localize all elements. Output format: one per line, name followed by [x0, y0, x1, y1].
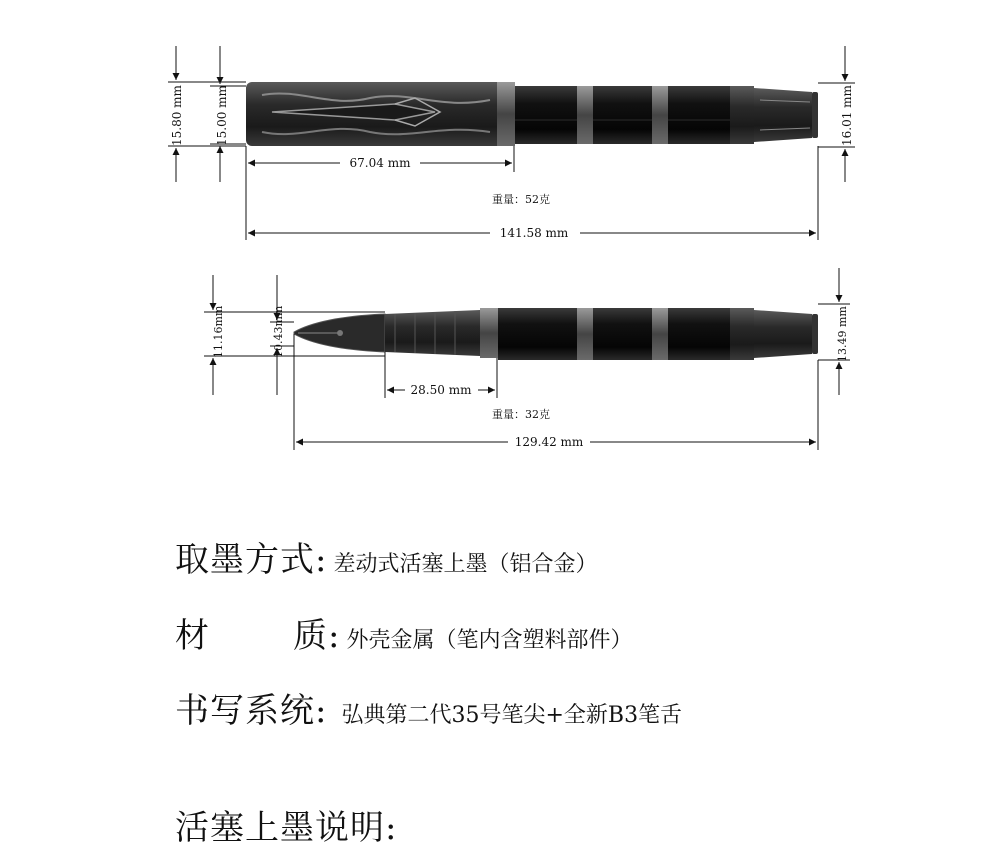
writing-system-label: 书写系统:: [175, 691, 328, 731]
barrel-band: [577, 86, 593, 144]
dim-total-length-open: 129.42 mm: [514, 435, 584, 449]
thread-rings: [480, 308, 498, 358]
material-label: [175, 608, 340, 657]
barrel-band: [652, 308, 668, 360]
dim-section-length: 28.50 mm: [410, 383, 472, 397]
spec-fill-method: [175, 532, 597, 581]
capped-pen: [246, 82, 818, 146]
fill-method-value: 差动式活塞上墨（铝合金）: [333, 552, 598, 577]
writing-system-value: 弘典第二代35号笔尖+全新B3笔舌: [341, 703, 683, 728]
piston-fill-notes-title: 活塞上墨说明:: [175, 808, 398, 848]
dim-body-diameter: 15.00 mm: [215, 85, 229, 146]
cap-ring: [497, 82, 515, 146]
dim-end-diameter-open: 13.49 mm: [836, 306, 849, 362]
spec-writing-system: [175, 683, 682, 732]
pen-barrel-open: [498, 308, 730, 360]
pen-barrel: [515, 86, 730, 144]
weight-open: 重量：32克: [492, 408, 550, 421]
dim-end-diameter: 16.01 mm: [840, 85, 854, 146]
dim-grip-diameter: 11.16mm: [212, 305, 225, 358]
fill-method-label: 取墨方式:: [175, 540, 328, 580]
barrel-band: [652, 86, 668, 144]
material-label-b: 质:: [293, 616, 341, 656]
weight-capped: 重量：52克: [492, 193, 550, 206]
barrel-band: [577, 308, 593, 360]
dim-cap-diameter: 15.80 mm: [170, 85, 184, 146]
material-value: 外壳金属（笔内含塑料部件）: [346, 628, 633, 653]
open-pen: [294, 308, 818, 360]
dim-cap-length: 67.04 mm: [349, 156, 411, 170]
grip-section: [385, 310, 480, 356]
dim-nib-diameter: 10.43mm: [272, 305, 285, 358]
dim-total-length-capped: 141.58 mm: [499, 226, 569, 240]
material-label-a: 材: [175, 616, 210, 656]
piston-knob-taper: [754, 88, 812, 142]
piston-knob: [730, 86, 754, 144]
piston-knob-open: [730, 308, 754, 360]
spec-material: [175, 608, 632, 657]
